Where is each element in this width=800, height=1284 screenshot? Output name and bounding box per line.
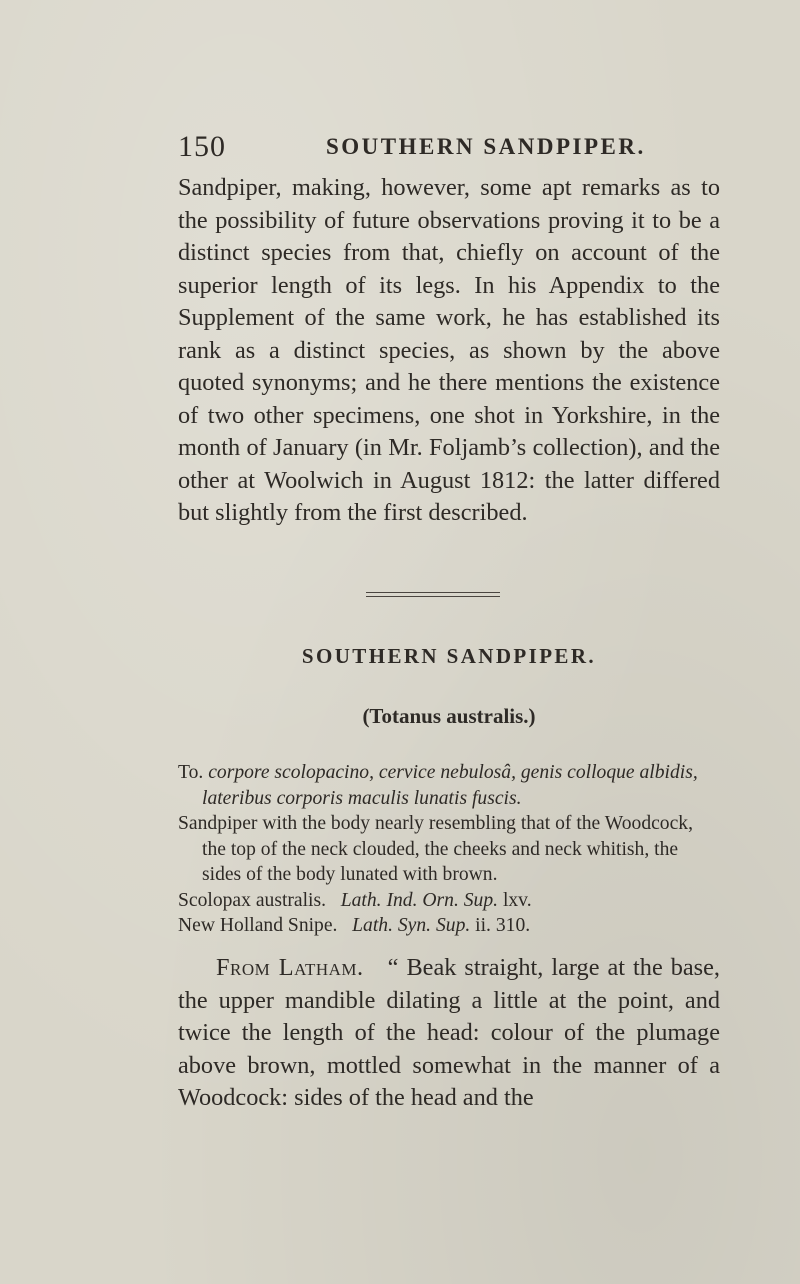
species-binomial: (Totanus australis.) [362,704,536,728]
synonym-page: lxv. [502,889,532,911]
page-number: 150 [178,130,226,163]
section-divider [366,592,500,597]
synonym-page: ii. 310. [475,915,531,936]
continued-paragraph-text: Sandpiper, making, however, some apt remarks as to the possibility of future observations proving it to be a distinct species from that, chiefly on account of the superior length of its legs. In his Appendix to the Supplement of the same work, he has established its rank as a distinct species, as shown by the above quoted synonyms; and he there mentions the existence of two other specimens, one shot in Yorkshire, in the month of January (in Mr. Foljamb’s collection), and the other at Woolwich in August 1812: the latter differed but slightly from the first described. [178,174,720,526]
latin-diagnosis [178,760,720,811]
section-title: SOUTHERN SANDPIPER. [301,644,597,668]
synonym-name: New Holland Snipe. [178,915,338,936]
latin-diagnosis-text: corpore scolopacino, cervice nebulosâ, genis colloque albidis, lateribus corporis maculis lunatis fuscis. [202,762,698,809]
english-diagnosis: Sandpiper with the body nearly resembling that of the Woodcock, the top of the neck clouded, the cheeks and neck whitish, the sides of the body lunated with brown. [178,813,693,885]
latin-diagnosis-lead: To. [178,762,204,783]
description-paragraph [178,952,720,1115]
description-text [178,952,720,1115]
continued-paragraph [178,172,720,530]
running-title: SOUTHERN SANDPIPER. [326,134,646,159]
synonymy-block [178,760,720,939]
synonym-source: Lath. Syn. Sup. [352,915,471,936]
synonym-source: Lath. Ind. Orn. Sup. [340,889,499,911]
synonym-reference [178,888,720,914]
description-body: “ Beak straight, large at the base, the upper mandible dilating a little at the point, and twice the length of the head: colour of the plumage above brown, mottled somewhat in the manner of a Woodcock: sides of the head and the [178,954,720,1111]
description-lead: From Latham. [216,954,364,981]
synonym-reference [178,913,720,939]
running-head [178,130,718,170]
synonym-name: Scolopax australis. [178,889,327,911]
